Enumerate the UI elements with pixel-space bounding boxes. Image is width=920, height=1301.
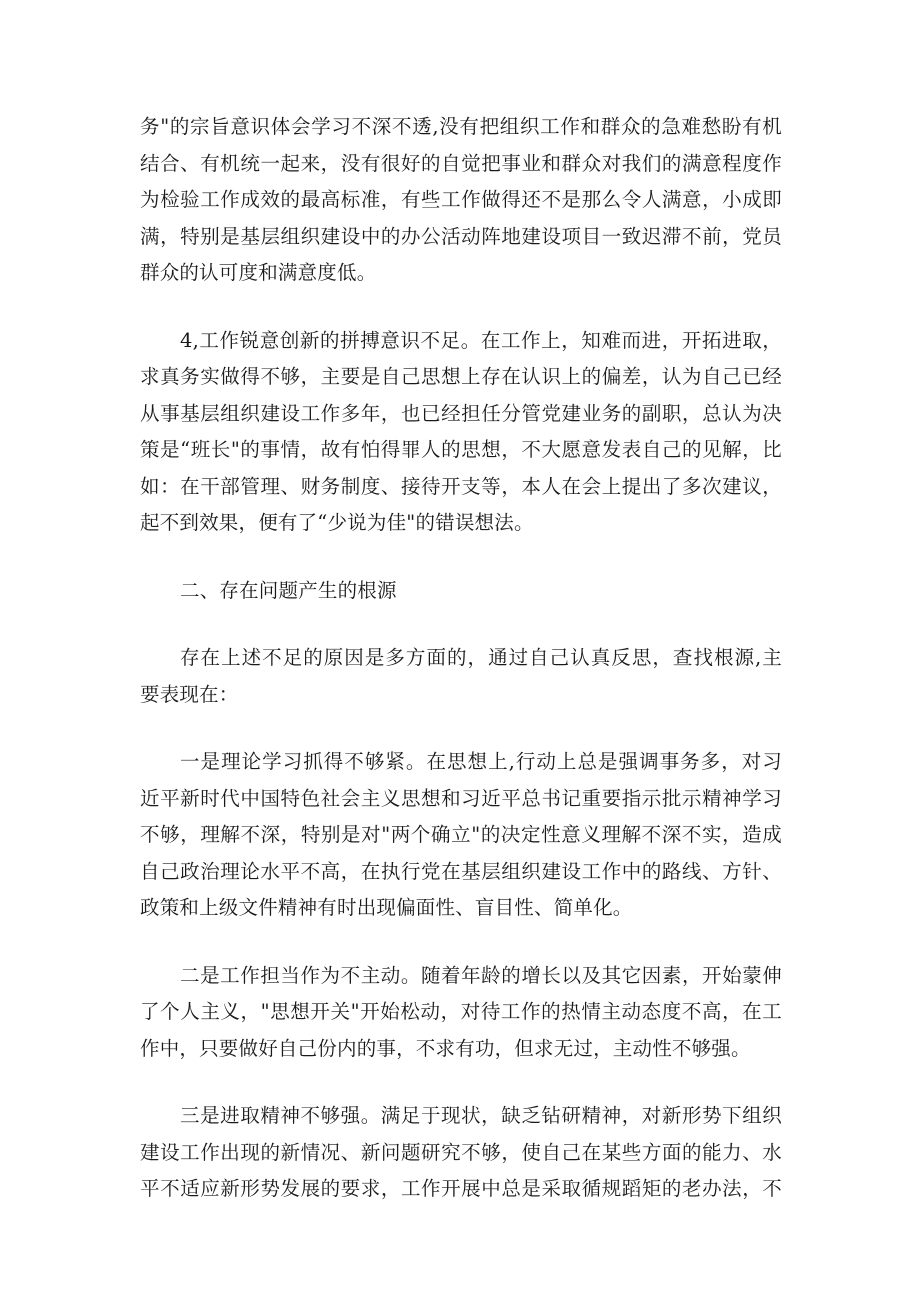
text-line: 4,工作锐意创新的拼搏意识不足。在工作上，知难而进，开拓进取， [180, 328, 782, 352]
text-line: 起不到效果，便有了“少说为佳"的错误想法。 [140, 511, 534, 534]
text-line: 二、存在问题产生的根源 [180, 578, 397, 602]
text-line: 自己政治理论水平不高，在执行党在基层组织建设工作中的路线、方针、 [140, 859, 782, 883]
paragraph [140, 323, 782, 542]
text-line: 平不适应新形势发展的要求，工作开展中总是采取循规蹈矩的老办法，不 [140, 1177, 782, 1200]
document-page [140, 109, 782, 1239]
text-line: 二是工作担当作为不主动。随着年龄的增长以及其它因素，开始蒙伸 [180, 963, 782, 987]
text-line: 一是理论学习抓得不够紧。在思想上,行动上总是强调事务多，对习 [180, 750, 782, 773]
text-line: 建设工作出现的新情况、新问题研究不够，使自己在某些方面的能力、水 [140, 1140, 782, 1164]
text-line: 策是“班长"的事情，故有怕得罪人的思想，不大愿意发表自己的见解，比 [140, 438, 782, 461]
text-line: 作中，只要做好自己份内的事，不求有功，但求无过，主动性不够强。 [140, 1036, 751, 1060]
text-line: 结合、有机统一起来，没有很好的自觉把事业和群众对我们的满意程度作 [140, 151, 782, 175]
text-line: 求真务实做得不够，主要是自己思想上存在认识上的偏差，认为自己已经 [140, 365, 782, 388]
text-line: 群众的认可度和满意度低。 [140, 261, 377, 284]
text-line: 存在上述不足的原因是多方面的，通过自己认真反思，查找根源,主 [180, 646, 782, 669]
text-line: 为检验工作成效的最高标准，有些工作做得还不是那么令人满意，小成即 [140, 188, 782, 211]
text-line: 从事基层组织建设工作多年，也已经担任分管党建业务的副职，总认为决 [140, 401, 782, 425]
paragraph [140, 958, 782, 1068]
paragraph [140, 109, 782, 292]
paragraph [140, 744, 782, 927]
section-heading [140, 573, 782, 610]
text-line: 不够，理解不深，特别是对"两个确立"的决定性意义理解不深不实，造成 [140, 823, 782, 846]
text-line: 如：在干部管理、财务制度、接待开支等，本人在会上提出了多次建议， [140, 474, 782, 498]
paragraph [140, 1098, 782, 1208]
text-line: 要表现在： [140, 682, 239, 706]
paragraph [140, 640, 782, 713]
text-line: 满，特别是基层组织建设中的办公活动阵地建设项目一致迟滞不前，党员 [140, 224, 782, 248]
text-line: 务"的宗旨意识体会学习不深不透,没有把组织工作和群众的急难愁盼有机 [140, 115, 782, 138]
text-line: 近平新时代中国特色社会主义思想和习近平总书记重要指示批示精神学习 [140, 786, 782, 810]
text-line: 了个人主义，"思想开关"开始松动，对待工作的热情主动态度不高，在工 [140, 1000, 782, 1023]
text-line: 三是进取精神不够强。满足于现状，缺乏钻研精神，对新形势下组织 [180, 1104, 782, 1127]
text-line: 政策和上级文件精神有时出现偏面性、盲目性、简单化。 [140, 896, 633, 919]
